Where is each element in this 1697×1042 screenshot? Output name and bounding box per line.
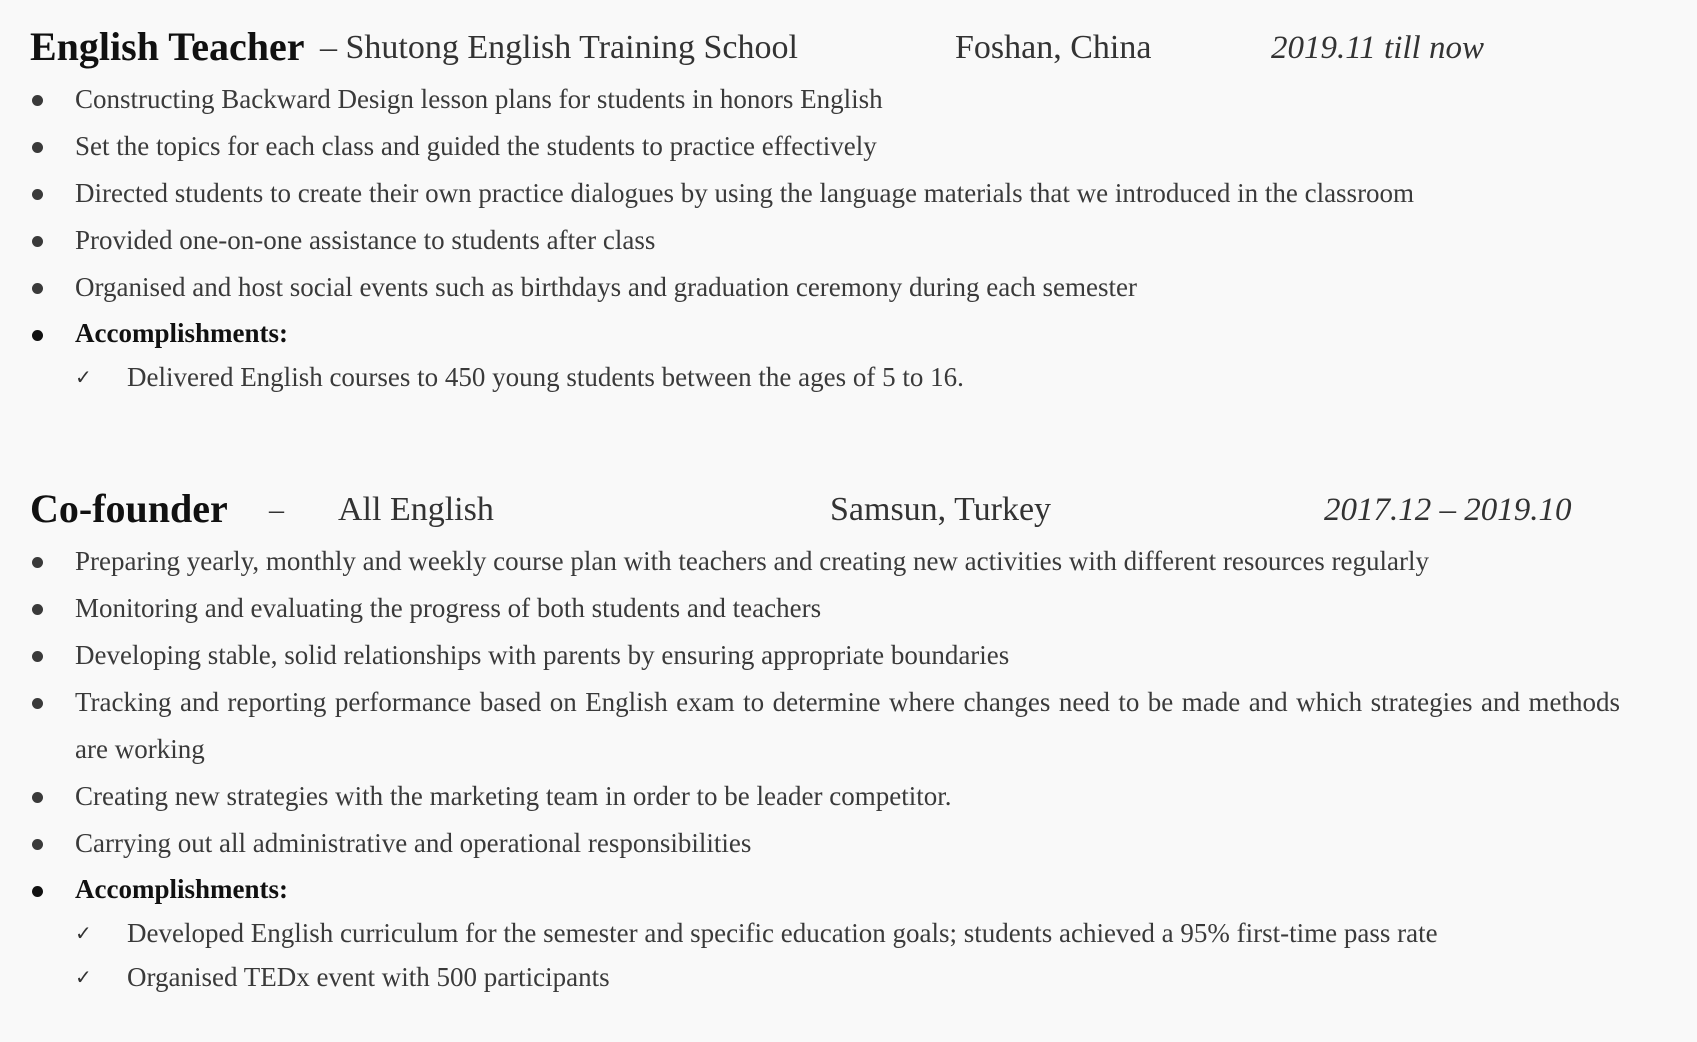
accomplishment-text: Organised TEDx event with 500 participants [127, 962, 610, 992]
job-company: – Shutong English Training School [320, 29, 798, 66]
accomplishments-heading [30, 867, 1620, 911]
accomplishment-item [30, 355, 1620, 399]
bullet-icon [32, 236, 43, 247]
bullet-icon [32, 604, 43, 615]
duty-text: Set the topics for each class and guided the students to practice effectively [75, 131, 877, 161]
duty-item [30, 632, 1620, 679]
duty-item [30, 820, 1620, 867]
duty-text: Monitoring and evaluating the progress of both students and teachers [75, 593, 822, 623]
bullet-icon [32, 189, 43, 200]
duty-text: Directed students to create their own practice dialogues by using the language materials that we introduced in the classroom [75, 178, 1415, 208]
duty-item [30, 123, 1620, 170]
checkmark-icon: ✓ [75, 965, 92, 989]
accomplishments-heading [30, 311, 1620, 355]
accomplishments-list [30, 911, 1620, 999]
job-company: All English [338, 491, 494, 528]
duties-list [30, 538, 1620, 911]
job-header [30, 18, 1620, 76]
job-location: Samsun, Turkey [830, 491, 1052, 528]
duty-text: Preparing yearly, monthly and weekly course plan with teachers and creating new activities with different resources regularly [75, 546, 1430, 576]
job-dates: 2019.11 till now [1271, 30, 1484, 66]
accomplishment-item [30, 911, 1620, 955]
job-title: English Teacher [30, 24, 305, 69]
job-entry-english-teacher [30, 18, 1620, 399]
bullet-icon [32, 330, 43, 341]
duty-item [30, 585, 1620, 632]
duty-text: Tracking and reporting performance based on English exam to determine where changes need to be made and which strategies and methods are working [75, 687, 1620, 764]
bullet-icon [32, 557, 43, 568]
bullet-icon [32, 886, 43, 897]
accomplishments-list [30, 355, 1620, 399]
job-entry-co-founder [30, 480, 1620, 999]
duty-text: Constructing Backward Design lesson plans for students in honors English [75, 84, 883, 114]
duty-text: Creating new strategies with the marketing team in order to be leader competitor. [75, 781, 952, 811]
duty-item [30, 76, 1620, 123]
job-dates: 2017.12 – 2019.10 [1324, 492, 1572, 528]
duty-text: Developing stable, solid relationships with parents by ensuring appropriate boundaries [75, 640, 1010, 670]
bullet-icon [32, 839, 43, 850]
duty-item [30, 773, 1620, 820]
duty-item [30, 264, 1620, 311]
bullet-icon [32, 792, 43, 803]
bullet-icon [32, 698, 43, 709]
accomplishment-item [30, 955, 1620, 999]
duty-text: Provided one-on-one assistance to students after class [75, 225, 656, 255]
accomplishment-text: Delivered English courses to 450 young students between the ages of 5 to 16. [127, 362, 964, 392]
duty-text: Carrying out all administrative and operational responsibilities [75, 828, 752, 858]
bullet-icon [32, 142, 43, 153]
bullet-icon [32, 95, 43, 106]
accomplishment-text: Developed English curriculum for the semester and specific education goals; students achieved a 95% first-time pass rate [127, 918, 1438, 948]
bullet-icon [32, 283, 43, 294]
duty-item [30, 538, 1620, 585]
checkmark-icon: ✓ [75, 365, 92, 389]
accomplishments-label: Accomplishments: [75, 318, 288, 348]
bullet-icon [32, 651, 43, 662]
duties-list [30, 76, 1620, 355]
job-header [30, 480, 1620, 538]
title-separator: – [269, 493, 284, 526]
job-title: Co-founder [30, 486, 228, 531]
job-location: Foshan, China [955, 29, 1152, 66]
duty-item [30, 170, 1620, 217]
accomplishments-label: Accomplishments: [75, 874, 288, 904]
duty-item [30, 217, 1620, 264]
duty-item [30, 679, 1620, 773]
duty-text: Organised and host social events such as birthdays and graduation ceremony during each semester [75, 272, 1137, 302]
checkmark-icon: ✓ [75, 921, 92, 945]
